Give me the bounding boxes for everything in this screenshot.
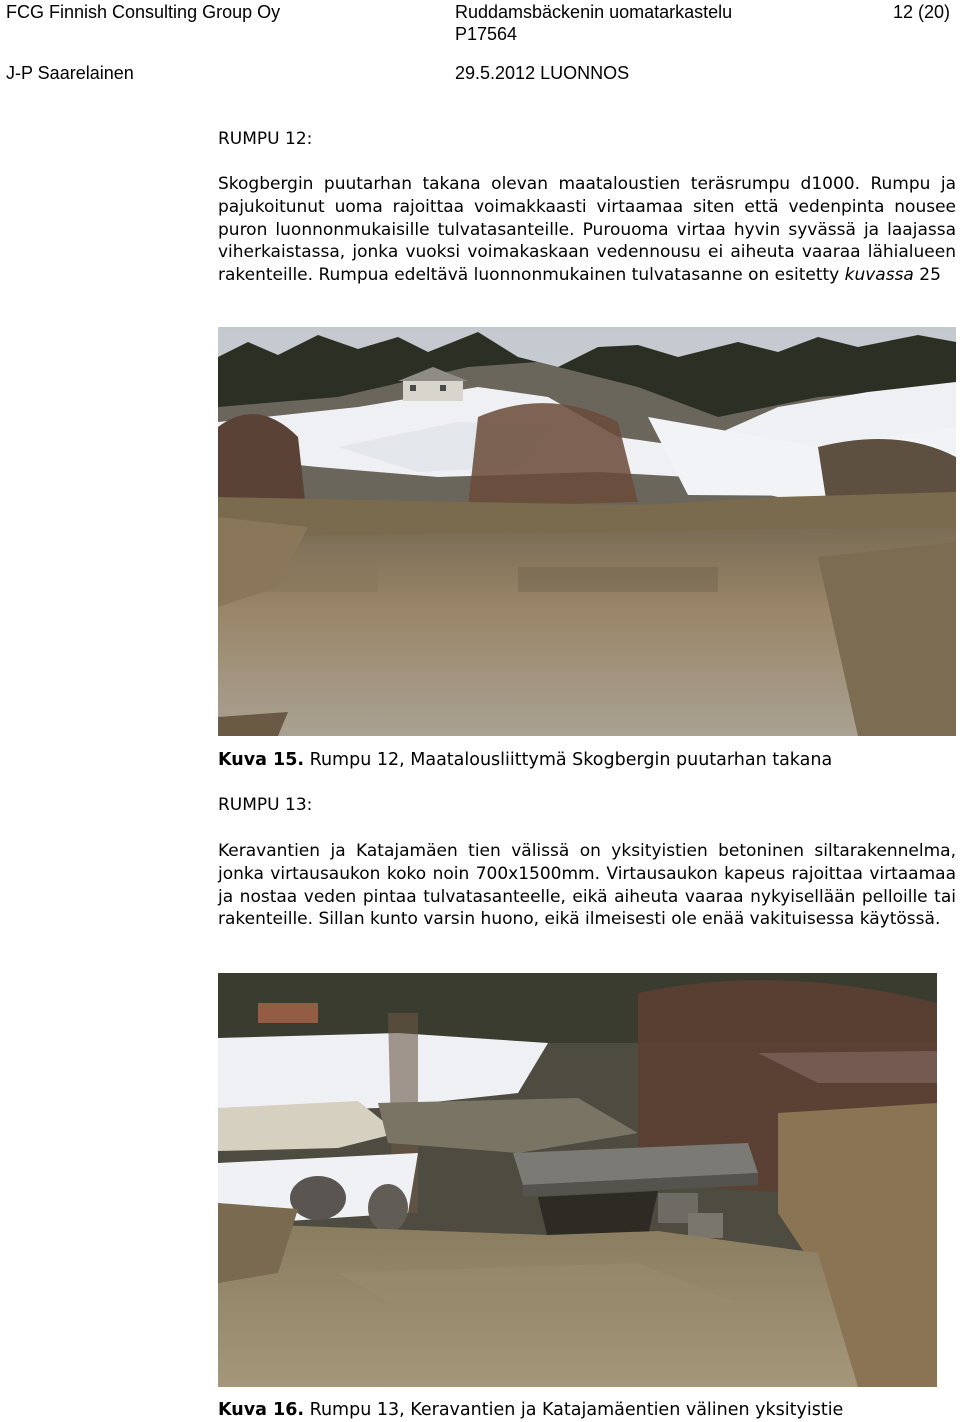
header-project-code: P17564 xyxy=(455,24,518,44)
figure-label: Kuva 16. xyxy=(218,1400,305,1420)
figure-caption-text: Rumpu 13, Keravantien ja Katajamäentien välinen yksityistie xyxy=(304,1400,844,1420)
paragraph-text: Keravantien ja Katajamäen tien välissä on yksityistien betoninen siltarakennelma, jonka virtausaukon koko noin 700x1500mm. Virtausaukon kapeus rajoittaa virtaamaa ja nostaa veden pintaa tulvatasanteelle, eikä aiheuta vaaraa nykyisellään pelloille tai rakenteille. Sillan kunto varsin huono, eikä ilmeisesti ole enää vakituisessa käytössä. xyxy=(218,841,956,930)
photo-rumpu-13 xyxy=(218,973,937,1387)
figure-caption-16 xyxy=(218,1398,956,1422)
section-heading-rumpu-12: RUMPU 12: xyxy=(218,129,313,149)
paragraph-text-end: 25 xyxy=(913,265,941,286)
paragraph-text: Skogbergin puutarhan takana olevan maataloustien teräsrumpu d1000. Rumpu ja pajukoitunut uoma rajoittaa voimakkaasti virtaamaa siten että vedenpinta nousee puron luonnonmukaisille tulvatasanteille. Purouoma virtaa hyvin syvässä ja laajassa viherkaistassa, jonka vuoksi voimakaskaan vedennousu ei aiheuta vaaraa lähialueen rakenteille. Rumpua edeltävä luonnonmukainen tulvatasanne on esitetty xyxy=(218,174,956,286)
section-heading-rumpu-13: RUMPU 13: xyxy=(218,795,313,815)
figure-label: Kuva 15. xyxy=(218,750,305,770)
header-author: J-P Saarelainen xyxy=(6,63,134,83)
figure-caption-text: Rumpu 12, Maatalousliittymä Skogbergin puutarhan takana xyxy=(304,750,833,770)
header-date-status: 29.5.2012 LUONNOS xyxy=(455,63,630,83)
figure-caption-15 xyxy=(218,748,956,772)
photo-rumpu-12 xyxy=(218,327,956,736)
section-paragraph-rumpu-13 xyxy=(218,840,956,931)
header-project-title: Ruddamsbäckenin uomatarkastelu xyxy=(455,2,733,22)
paragraph-italic-ref: kuvassa xyxy=(844,265,914,286)
header-company: FCG Finnish Consulting Group Oy xyxy=(6,2,281,22)
section-paragraph-rumpu-12 xyxy=(218,173,956,287)
header-page-number: 12 (20) xyxy=(893,2,951,22)
